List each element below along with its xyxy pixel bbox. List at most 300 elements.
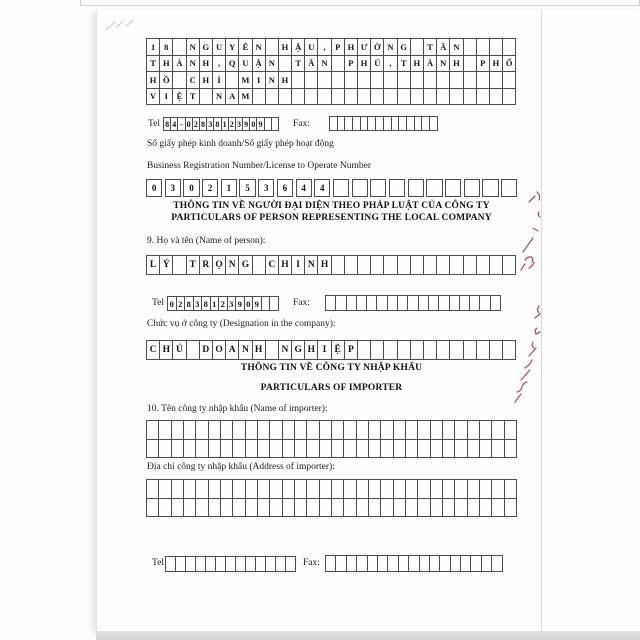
- char-cell: [208, 439, 221, 459]
- char-cell: [220, 439, 233, 459]
- char-cell: Ú: [370, 55, 384, 73]
- char-cell: [383, 255, 397, 275]
- char-cell: [410, 71, 424, 89]
- char-cell: I: [252, 71, 266, 89]
- license-label-vi: Số giấy phép kinh doanh/Số giấy phép hoạt động: [147, 139, 334, 149]
- char-cell: [393, 479, 406, 499]
- char-cell: G: [238, 255, 252, 275]
- char-cell: C: [146, 340, 160, 360]
- char-cell: [436, 255, 450, 275]
- char-cell: G: [199, 38, 213, 56]
- char-cell: H: [159, 55, 173, 73]
- char-cell: 1: [210, 296, 220, 311]
- char-cell: [449, 88, 463, 106]
- char-cell: [476, 340, 490, 360]
- section-importer-title-vi: THÔNG TIN VỀ CÔNG TY NHẬP KHẨU: [240, 363, 423, 373]
- char-cell: [467, 479, 480, 499]
- char-cell: [370, 340, 384, 360]
- char-cell: 5: [239, 179, 255, 197]
- char-cell: [282, 420, 295, 440]
- char-cell: Â: [304, 55, 318, 73]
- char-cell: Ê: [238, 38, 252, 56]
- char-cell: 4: [314, 179, 330, 197]
- person-name-grid: [146, 255, 516, 275]
- char-cell: 9: [252, 296, 262, 311]
- char-cell: 8: [199, 117, 207, 131]
- char-cell: [146, 420, 159, 440]
- tel3-box-strip: [165, 556, 296, 572]
- char-cell: [271, 117, 279, 131]
- char-cell: [183, 439, 196, 459]
- char-cell: [423, 255, 437, 275]
- char-cell: [333, 179, 349, 197]
- char-cell: [502, 38, 516, 56]
- char-cell: [257, 420, 270, 440]
- char-cell: [352, 179, 368, 197]
- char-cell: [343, 498, 356, 518]
- char-cell: H: [278, 71, 292, 89]
- char-cell: [445, 179, 461, 197]
- char-cell: I: [291, 255, 305, 275]
- char-cell: [265, 88, 279, 106]
- char-cell: 2: [218, 296, 228, 311]
- char-cell: [158, 420, 171, 440]
- char-cell: [489, 38, 503, 56]
- char-cell: H: [449, 55, 463, 73]
- char-cell: 0: [185, 117, 193, 131]
- char-cell: M: [238, 71, 252, 89]
- char-cell: [285, 556, 296, 572]
- char-cell: [208, 420, 221, 440]
- char-cell: [417, 420, 430, 440]
- char-cell: D: [199, 340, 213, 360]
- char-cell: [479, 498, 492, 518]
- char-cell: [430, 479, 443, 499]
- char-cell: [199, 88, 213, 106]
- char-cell: [479, 439, 492, 459]
- char-cell: [220, 420, 233, 440]
- char-cell: 3: [206, 117, 214, 131]
- char-cell: [417, 479, 430, 499]
- char-cell: R: [199, 255, 213, 275]
- char-cell: 8: [159, 38, 173, 56]
- char-cell: [423, 71, 437, 89]
- char-cell: [265, 340, 279, 360]
- char-cell: Ậ: [252, 55, 266, 73]
- char-cell: [304, 88, 318, 106]
- char-cell: H: [304, 340, 318, 360]
- char-cell: P: [344, 55, 358, 73]
- char-cell: À: [423, 55, 437, 73]
- char-cell: [423, 340, 437, 360]
- char-cell: [464, 179, 480, 197]
- char-cell: [158, 498, 171, 518]
- char-cell: 8: [184, 296, 194, 311]
- char-cell: -: [177, 117, 185, 131]
- char-cell: Ờ: [370, 38, 384, 56]
- char-cell: 8: [213, 117, 221, 131]
- char-cell: [319, 479, 332, 499]
- char-cell: [344, 88, 358, 106]
- char-cell: [454, 498, 467, 518]
- char-cell: ,: [212, 55, 226, 73]
- pencil-mark: [103, 14, 143, 36]
- char-cell: 0: [167, 296, 177, 311]
- char-cell: [331, 55, 345, 73]
- char-cell: G: [397, 38, 411, 56]
- char-cell: Ồ: [159, 71, 173, 89]
- char-cell: [146, 479, 159, 499]
- char-cell: [449, 71, 463, 89]
- char-cell: H: [146, 71, 160, 89]
- char-cell: [317, 71, 331, 89]
- char-cell: [294, 498, 307, 518]
- char-cell: [491, 555, 502, 572]
- char-cell: [146, 498, 159, 518]
- q10-label: 10. Tên công ty nhập khẩu (Name of importer):: [147, 404, 328, 414]
- char-cell: [429, 116, 438, 131]
- char-cell: Ố: [502, 55, 516, 73]
- char-cell: 9: [256, 117, 264, 131]
- char-cell: [405, 479, 418, 499]
- char-cell: [357, 71, 371, 89]
- char-cell: [172, 255, 186, 275]
- char-cell: H: [278, 38, 292, 56]
- char-cell: [158, 439, 171, 459]
- char-cell: [294, 479, 307, 499]
- char-cell: [245, 420, 258, 440]
- char-cell: [269, 296, 279, 311]
- char-cell: [195, 439, 208, 459]
- char-cell: [282, 479, 295, 499]
- char-cell: [504, 420, 517, 440]
- char-cell: Ệ: [331, 340, 345, 360]
- char-cell: [490, 295, 501, 311]
- char-cell: 4: [296, 179, 312, 197]
- char-cell: N: [265, 55, 279, 73]
- section-person-title-vi: THÔNG TIN VỀ NGƯỜI ĐẠI DIỆN THEO PHÁP LUẬT CỦA CÔNG TY: [173, 201, 490, 211]
- fax1-label: Fax:: [293, 119, 310, 129]
- tel1-label: Tel: [148, 119, 160, 129]
- char-cell: [245, 498, 258, 518]
- char-cell: N: [449, 38, 463, 56]
- char-cell: [368, 479, 381, 499]
- photo-bottom-edge: [96, 631, 640, 640]
- char-cell: [370, 255, 384, 275]
- char-cell: [171, 420, 184, 440]
- char-cell: [331, 420, 344, 440]
- char-cell: [356, 420, 369, 440]
- char-cell: [368, 420, 381, 440]
- char-cell: [405, 498, 418, 518]
- char-cell: [257, 479, 270, 499]
- char-cell: [482, 179, 498, 197]
- char-cell: Q: [225, 55, 239, 73]
- char-cell: [467, 498, 480, 518]
- char-cell: [491, 439, 504, 459]
- char-cell: N: [238, 340, 252, 360]
- char-cell: [357, 255, 371, 275]
- char-cell: [195, 420, 208, 440]
- char-cell: 3: [193, 296, 203, 311]
- char-cell: [269, 420, 282, 440]
- char-cell: [504, 498, 517, 518]
- char-cell: T: [146, 55, 160, 73]
- char-cell: [410, 340, 424, 360]
- char-cell: [331, 439, 344, 459]
- char-cell: H: [252, 340, 266, 360]
- char-cell: [467, 439, 480, 459]
- char-cell: [463, 340, 477, 360]
- designation-grid: [146, 340, 516, 360]
- char-cell: [463, 55, 477, 73]
- char-cell: [479, 420, 492, 440]
- char-cell: N: [186, 55, 200, 73]
- char-cell: 2: [192, 117, 200, 131]
- char-cell: [344, 255, 358, 275]
- char-cell: [410, 38, 424, 56]
- char-cell: H: [199, 55, 213, 73]
- char-cell: [306, 498, 319, 518]
- char-cell: Ọ: [212, 255, 226, 275]
- char-cell: [269, 439, 282, 459]
- license-number-grid: [146, 179, 517, 197]
- char-cell: [317, 88, 331, 106]
- char-cell: [380, 498, 393, 518]
- char-cell: [195, 498, 208, 518]
- importer-address-grid: [146, 479, 517, 517]
- char-cell: [331, 88, 345, 106]
- char-cell: 8: [163, 117, 171, 131]
- char-cell: 1: [221, 179, 237, 197]
- fax2-box-strip: [325, 295, 501, 311]
- char-cell: [383, 340, 397, 360]
- char-cell: U: [304, 38, 318, 56]
- char-cell: [417, 439, 430, 459]
- char-cell: U: [212, 38, 226, 56]
- char-cell: ,: [317, 38, 331, 56]
- char-cell: [278, 55, 292, 73]
- char-cell: À: [172, 55, 186, 73]
- char-cell: [252, 88, 266, 106]
- char-cell: Ý: [159, 255, 173, 275]
- char-cell: 9: [242, 117, 250, 131]
- address-char-grid: [146, 38, 516, 105]
- char-cell: [454, 420, 467, 440]
- char-cell: 2: [228, 117, 236, 131]
- char-cell: N: [252, 38, 266, 56]
- char-cell: [430, 439, 443, 459]
- char-cell: [343, 479, 356, 499]
- fax1-box-strip: [329, 116, 438, 131]
- char-cell: [489, 88, 503, 106]
- scanned-form-page: [96, 10, 640, 631]
- q9-label: 9. Họ và tên (Name of person):: [147, 236, 266, 246]
- char-cell: [405, 439, 418, 459]
- char-cell: [171, 498, 184, 518]
- char-cell: H: [317, 255, 331, 275]
- char-cell: [436, 340, 450, 360]
- char-cell: 3: [235, 117, 243, 131]
- char-cell: [294, 420, 307, 440]
- char-cell: [370, 179, 386, 197]
- char-cell: I: [159, 88, 173, 106]
- char-cell: [344, 71, 358, 89]
- char-cell: N: [304, 255, 318, 275]
- char-cell: [463, 71, 477, 89]
- char-cell: [476, 71, 490, 89]
- char-cell: [430, 498, 443, 518]
- char-cell: [423, 88, 437, 106]
- char-cell: [282, 498, 295, 518]
- char-cell: Ủ: [172, 340, 186, 360]
- char-cell: [257, 439, 270, 459]
- char-cell: [489, 255, 503, 275]
- char-cell: I: [317, 340, 331, 360]
- char-cell: [454, 439, 467, 459]
- char-cell: N: [383, 38, 397, 56]
- char-cell: [269, 479, 282, 499]
- char-cell: [158, 479, 171, 499]
- tel3-label: Tel: [152, 558, 164, 568]
- char-cell: [195, 479, 208, 499]
- char-cell: [502, 88, 516, 106]
- char-cell: [383, 88, 397, 106]
- char-cell: 0: [249, 117, 257, 131]
- char-cell: C: [186, 71, 200, 89]
- char-cell: [397, 71, 411, 89]
- char-cell: T: [186, 255, 200, 275]
- char-cell: [463, 255, 477, 275]
- section-person-title-en: PARTICULARS OF PERSON REPRESENTING THE LOCAL COMPANY: [171, 213, 492, 223]
- char-cell: P: [331, 38, 345, 56]
- char-cell: [380, 479, 393, 499]
- char-cell: [370, 88, 384, 106]
- char-cell: L: [146, 255, 160, 275]
- char-cell: [331, 498, 344, 518]
- char-cell: [331, 479, 344, 499]
- char-cell: 3: [227, 296, 237, 311]
- char-cell: [183, 498, 196, 518]
- char-cell: [183, 420, 196, 440]
- char-cell: 4: [170, 117, 178, 131]
- char-cell: [397, 88, 411, 106]
- char-cell: [294, 439, 307, 459]
- char-cell: N: [212, 88, 226, 106]
- char-cell: H: [410, 55, 424, 73]
- char-cell: [504, 479, 517, 499]
- char-cell: [306, 479, 319, 499]
- char-cell: N: [186, 38, 200, 56]
- fax2-label: Fax:: [293, 298, 310, 308]
- char-cell: [463, 88, 477, 106]
- char-cell: Ệ: [172, 88, 186, 106]
- char-cell: [393, 498, 406, 518]
- char-cell: [479, 479, 492, 499]
- char-cell: [393, 439, 406, 459]
- char-cell: T: [291, 55, 305, 73]
- char-cell: A: [225, 340, 239, 360]
- char-cell: [252, 255, 266, 275]
- char-cell: [449, 255, 463, 275]
- char-cell: [383, 71, 397, 89]
- char-cell: N: [317, 55, 331, 73]
- char-cell: Í: [212, 71, 226, 89]
- char-cell: T: [186, 88, 200, 106]
- char-cell: [491, 479, 504, 499]
- char-cell: [442, 420, 455, 440]
- char-cell: [502, 71, 516, 89]
- char-cell: [343, 420, 356, 440]
- char-cell: 8: [201, 296, 211, 311]
- char-cell: [368, 498, 381, 518]
- char-cell: 1: [146, 38, 160, 56]
- char-cell: [232, 479, 245, 499]
- char-cell: 2: [176, 296, 186, 311]
- designation-label: Chức vụ ở công ty (Designation in the company):: [147, 319, 336, 329]
- char-cell: [357, 340, 371, 360]
- char-cell: [319, 420, 332, 440]
- tel1-box-strip: [163, 117, 279, 131]
- red-handwriting-upper: [515, 182, 549, 278]
- char-cell: [380, 439, 393, 459]
- char-cell: [405, 420, 418, 440]
- char-cell: 0: [183, 179, 199, 197]
- char-cell: [208, 498, 221, 518]
- license-label-en: Business Registration Number/License to Operate Number: [147, 161, 371, 171]
- char-cell: 2: [202, 179, 218, 197]
- char-cell: [356, 498, 369, 518]
- char-cell: [463, 38, 477, 56]
- char-cell: [442, 479, 455, 499]
- char-cell: O: [212, 340, 226, 360]
- importer-name-grid: [146, 420, 517, 458]
- char-cell: [380, 420, 393, 440]
- char-cell: [491, 498, 504, 518]
- char-cell: G: [291, 340, 305, 360]
- char-cell: 9: [235, 296, 245, 311]
- char-cell: [467, 420, 480, 440]
- char-cell: [449, 340, 463, 360]
- char-cell: [370, 71, 384, 89]
- char-cell: [491, 420, 504, 440]
- char-cell: N: [436, 55, 450, 73]
- char-cell: 3: [258, 179, 274, 197]
- char-cell: V: [146, 88, 160, 106]
- previous-page-edge: [80, 0, 640, 6]
- char-cell: [489, 71, 503, 89]
- char-cell: H: [357, 55, 371, 73]
- char-cell: [306, 439, 319, 459]
- char-cell: T: [397, 55, 411, 73]
- char-cell: [331, 255, 345, 275]
- char-cell: [476, 38, 490, 56]
- char-cell: Ư: [357, 38, 371, 56]
- char-cell: [476, 255, 490, 275]
- char-cell: [232, 439, 245, 459]
- char-cell: [368, 439, 381, 459]
- char-cell: [410, 255, 424, 275]
- char-cell: [172, 71, 186, 89]
- char-cell: [245, 439, 258, 459]
- tel2-label: Tel: [152, 298, 164, 308]
- section-importer-title-en: PARTICULARS OF IMPORTER: [260, 383, 403, 393]
- char-cell: [397, 255, 411, 275]
- char-cell: [454, 479, 467, 499]
- char-cell: P: [344, 340, 358, 360]
- char-cell: [304, 71, 318, 89]
- char-cell: ,: [383, 55, 397, 73]
